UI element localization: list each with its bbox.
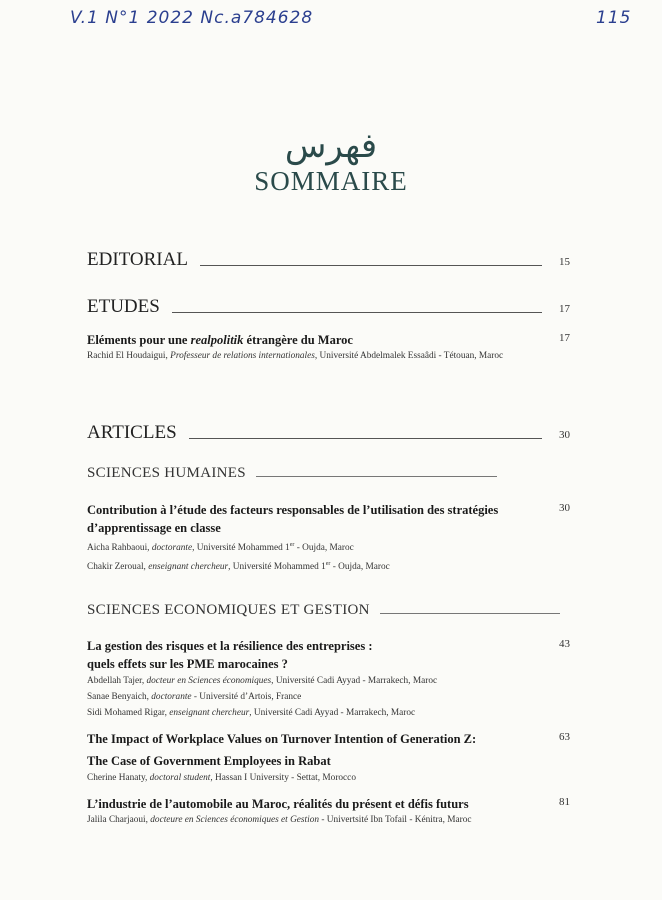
page-number: 17	[559, 303, 570, 315]
entry-title: Eléments pour une realpolitik étrangère du Maroc	[87, 333, 353, 347]
entry-title: La gestion des risques et la résilience des entreprises :	[87, 639, 373, 653]
subsection-rule	[380, 613, 560, 614]
leader-rule	[189, 438, 542, 439]
arabic-title: فهرس	[284, 126, 378, 166]
section-label: ARTICLES	[87, 422, 177, 443]
page-number: 63	[559, 731, 570, 743]
section-label: EDITORIAL	[87, 249, 188, 270]
section-label: ETUDES	[87, 296, 160, 317]
entry-industrie-automobile	[87, 795, 570, 827]
author-line: Rachid El Houdaigui, Professeur de relations internationales, Université Abdelmalek Essaâdi - Tétouan, Maroc	[87, 351, 504, 361]
entry-realpolitik	[87, 331, 570, 363]
page-number: 30	[559, 429, 570, 441]
section-editorial	[87, 245, 570, 269]
author-line: Sidi Mohamed Rigar, enseignant chercheur, Université Cadi Ayyad - Marrakech, Maroc	[87, 708, 416, 718]
section-articles	[87, 418, 570, 442]
author-line: Sanae Benyaich, doctorante - Université d’Artois, France	[87, 692, 302, 702]
page-number: 15	[559, 256, 570, 268]
page-title: SOMMAIRE	[254, 166, 408, 196]
section-etudes	[87, 292, 570, 316]
entry-title: L’industrie de l’automobile au Maroc, réalités du présent et défis futurs	[87, 797, 469, 811]
entry-title-line-2: The Case of Government Employees in Rabat	[87, 754, 331, 768]
entry-impact-workplace	[87, 730, 570, 785]
subsection-sciences-economiques	[87, 596, 570, 618]
author-line: Jalila Charjaoui, docteure en Sciences économiques et Gestion - Univertsité Ibn Tofail - Kénitra, Maroc	[87, 815, 472, 825]
page-number: 81	[559, 796, 570, 808]
entry-gestion-risques	[87, 637, 570, 720]
page-number: 17	[559, 332, 570, 344]
author-line: Aicha Rahbaoui, doctorante, Université Mohammed 1er - Oujda, Maroc	[87, 542, 354, 554]
author-line: Abdellah Tajer, docteur en Sciences économiques, Université Cadi Ayyad - Marrakech, Maroc	[87, 676, 438, 686]
subsection-sciences-humaines	[87, 459, 497, 481]
leader-rule	[172, 312, 542, 313]
author-line: Chakir Zeroual, enseignant chercheur, Université Mohammed 1er - Oujda, Maroc	[87, 561, 390, 573]
author-line: Cherine Hanaty, doctoral student, Hassan I University - Settat, Morocco	[87, 773, 356, 783]
entry-contribution	[87, 501, 570, 574]
handwritten-reference: V.1 N°1 2022 Nc.a784628	[70, 8, 314, 28]
subsection-label: SCIENCES ECONOMIQUES ET GESTION	[87, 602, 370, 618]
subsection-rule	[256, 476, 497, 477]
entry-title: The Impact of Workplace Values on Turnover Intention of Generation Z:	[87, 732, 477, 746]
handwritten-number: 115	[596, 8, 632, 28]
leader-rule	[200, 265, 542, 266]
page-number: 30	[559, 502, 570, 514]
subsection-label: SCIENCES HUMAINES	[87, 465, 246, 481]
entry-title-line-2: quels effets sur les PME marocaines ?	[87, 657, 288, 671]
page-number: 43	[559, 638, 570, 650]
entry-title: Contribution à l’étude des facteurs responsables de l’utilisation des stratégies d’apprentissage en classe	[87, 503, 499, 535]
